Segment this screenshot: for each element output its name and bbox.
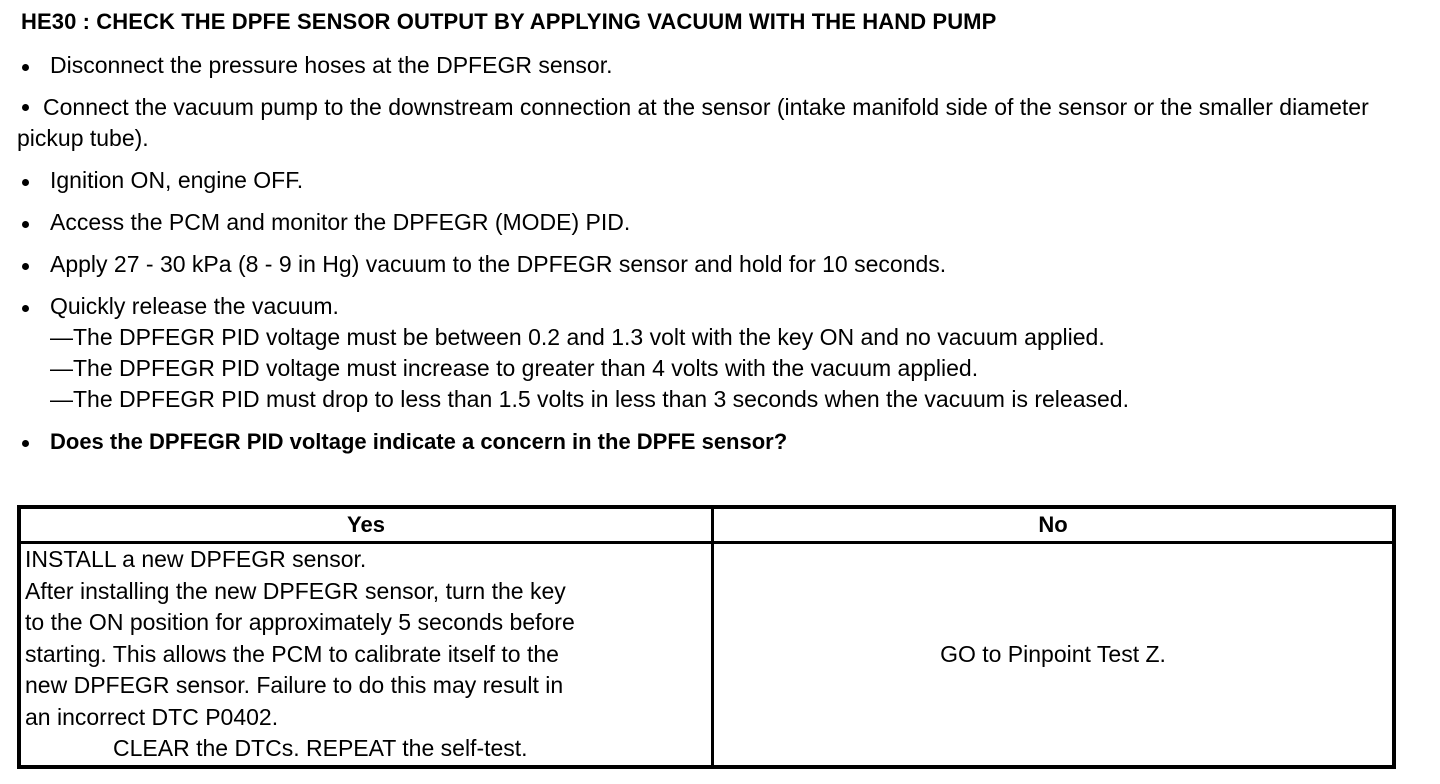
sub-step-text: —The DPFEGR PID voltage must be between 0.2 and 1.3 volt with the key ON and no vacuum applied. bbox=[50, 324, 1105, 350]
bullet-icon bbox=[22, 179, 29, 186]
yes-line: After installing the new DPFEGR sensor, turn the key bbox=[25, 577, 566, 604]
list-item bbox=[17, 249, 1427, 280]
step-text: Connect the vacuum pump to the downstream connection at the sensor (intake manifold side of the sensor or the smaller diameter pickup tube). bbox=[17, 94, 1369, 151]
question-item bbox=[17, 426, 1427, 457]
step-text: Access the PCM and monitor the DPFEGR (MODE) PID. bbox=[50, 209, 631, 235]
sub-step-text: —The DPFEGR PID must drop to less than 1.5 volts in less than 3 seconds when the vacuum is released. bbox=[50, 386, 1129, 412]
yes-line: to the ON position for approximately 5 seconds before bbox=[25, 609, 575, 635]
step-text: Apply 27 - 30 kPa (8 - 9 in Hg) vacuum to the DPFEGR sensor and hold for 10 seconds. bbox=[50, 251, 947, 277]
yes-line: CLEAR the DTCs. REPEAT the self-test. bbox=[113, 735, 528, 761]
yes-line: an incorrect DTC P0402. bbox=[25, 703, 279, 730]
yes-line: INSTALL a new DPFEGR sensor. bbox=[25, 546, 367, 572]
bullet-icon bbox=[22, 221, 29, 228]
bullet-icon bbox=[22, 104, 29, 111]
bullet-icon bbox=[22, 440, 29, 447]
bullet-icon bbox=[22, 64, 29, 71]
list-item bbox=[17, 50, 1427, 81]
table-header-row bbox=[19, 507, 1394, 543]
sub-step-text: —The DPFEGR PID voltage must increase to greater than 4 volts with the vacuum applied. bbox=[50, 355, 979, 381]
bullet-icon bbox=[22, 263, 29, 270]
step-text: Ignition ON, engine OFF. bbox=[50, 167, 304, 193]
list-item bbox=[17, 165, 1427, 196]
list-item bbox=[17, 291, 1427, 415]
yes-header: Yes bbox=[19, 507, 713, 543]
question-text: Does the DPFEGR PID voltage indicate a concern in the DPFE sensor? bbox=[50, 429, 788, 454]
step-text: Quickly release the vacuum. bbox=[50, 293, 339, 319]
yes-line: new DPFEGR sensor. Failure to do this may result in bbox=[25, 672, 564, 698]
decision-table bbox=[17, 505, 1396, 769]
list-item bbox=[17, 207, 1427, 238]
yes-cell bbox=[19, 543, 713, 767]
bullet-icon bbox=[22, 305, 29, 312]
yes-line: starting. This allows the PCM to calibrate itself to the bbox=[25, 640, 559, 667]
step-text: Disconnect the pressure hoses at the DPFEGR sensor. bbox=[50, 52, 613, 78]
no-header: No bbox=[713, 507, 1395, 543]
page-title: HE30 : CHECK THE DPFE SENSOR OUTPUT BY APPLYING VACUUM WITH THE HAND PUMP bbox=[21, 9, 997, 34]
table-row bbox=[19, 543, 1394, 767]
list-item bbox=[17, 92, 1427, 154]
procedure-steps bbox=[17, 50, 1427, 468]
no-cell: GO to Pinpoint Test Z. bbox=[713, 543, 1395, 767]
